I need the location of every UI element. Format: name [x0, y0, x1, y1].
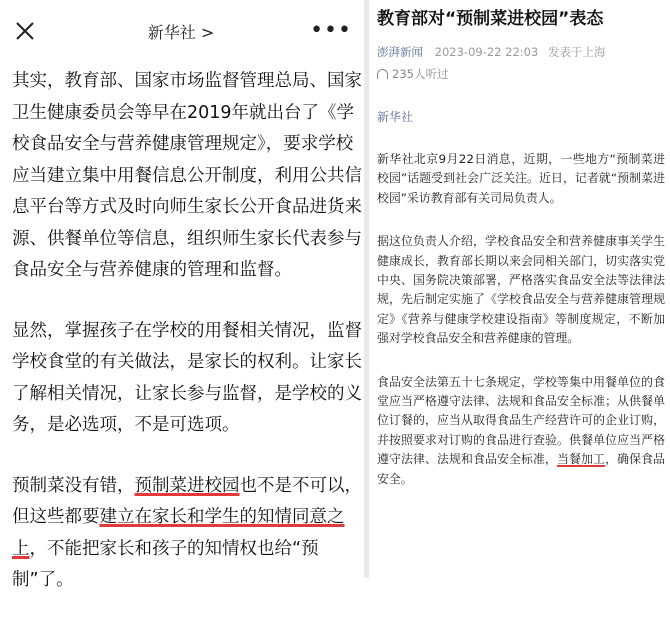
text-segment: ，不能把家长和孩子的知情权也给“预制”了。 [12, 538, 319, 590]
listen-count[interactable] [377, 66, 448, 82]
publish-datetime: 2023-09-22 22:03 [434, 45, 539, 59]
listen-count-text: 235人听过 [392, 67, 449, 81]
highlighted-phrase: 建立在家长和学生的知情同意之上 [12, 507, 345, 559]
article-body-right [377, 150, 665, 513]
article-title: 教育部对“预制菜进校园”表态 [377, 9, 604, 29]
top-bar [0, 0, 362, 62]
headphone-icon [377, 69, 388, 79]
right-screenshot [371, 0, 670, 578]
publisher-link[interactable]: 澎湃新闻 [377, 45, 423, 59]
divider [364, 0, 369, 578]
highlighted-phrase: 预制菜进校园 [134, 475, 240, 496]
publish-location: 发表于上海 [547, 45, 606, 59]
paragraph-1: 新华社北京9月22日消息，近期，一些地方“预制菜进校园”话题受到社会广泛关注。近日，记者就“预制菜进校园”采访教育部有关司局负责人。 [377, 152, 665, 205]
paragraph-2: 显然，掌握孩子在学校的用餐相关情况，监督学校食堂的有关做法，是家长的权利。让家长了解相关情况，让家长参与监督，是学校的义务，是必选项，不是可选项。 [12, 320, 362, 435]
paragraph-3 [377, 373, 665, 489]
paragraph-2: 据这位负责人介绍，学校食品安全和营养健康事关学生健康成长，教育部长期以来会同相关部门，切实落实党中央、国务院决策部署，严格落实食品安全法等法律法规，先后制定实施了《学校食品安全与营养健康管理规定》《营养与健康学校建设指南》等制度规定，不断加强对学校食品安全和营养健康的管理。 [377, 234, 665, 346]
more-options-icon[interactable]: ••• [310, 18, 352, 43]
text-segment: ，确保食品安全。 [377, 452, 665, 486]
text-segment: 也不是不可以，但这些都要 [12, 475, 362, 527]
paragraph-1: 其实，教育部、国家市场监督管理总局、国家卫生健康委员会等早在2019年就出台了《学校食品安全与营养健康管理规定》，要求学校应当建立集中用餐信息公开制度，利用公共信息平台等方式及时向师生家长公开食品进货来源、供餐单位等信息，组织师生家长代表参与食品安全与营养健康的管理和监督。 [12, 71, 362, 280]
article-meta [377, 44, 611, 60]
text-segment: 预制菜没有错， [12, 475, 135, 496]
article-body [12, 66, 362, 626]
text-segment: 食品安全法第五十七条规定，学校等集中用餐单位的食堂应当严格遵守法律、法规和食品安全标准；从供餐单位订餐的，应当从取得食品生产经营许可的企业订购，并按照要求对订购的食品进行查验。供餐单位应当严格遵守法律、法规和食品安全标准， [377, 374, 665, 467]
source-label: 新华社 [377, 110, 414, 124]
account-name-link[interactable]: 新华社 > [147, 23, 215, 42]
highlighted-phrase: 当餐加工 [557, 452, 606, 467]
